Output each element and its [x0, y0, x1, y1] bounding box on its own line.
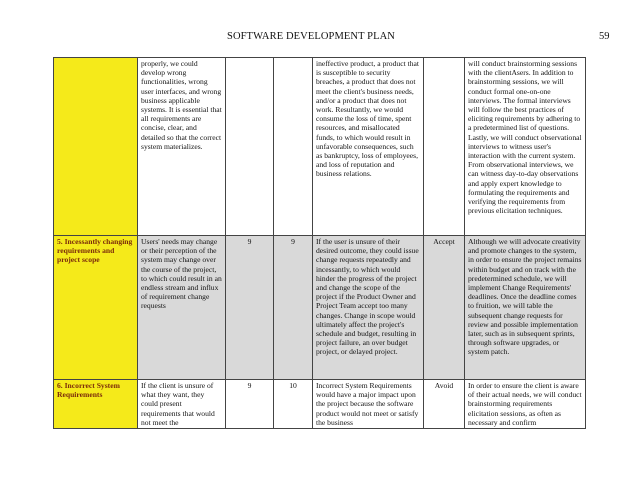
document-title: SOFTWARE DEVELOPMENT PLAN — [227, 31, 395, 42]
mitigation-cell: will conduct brainstorming sessions with the clientAsers. In addition to brainstorming sessions, we will conduct formal one-on-one interviews. The formal interviews will follow the best practices of eliciting requirements by adhering to a predetermined list of questions. Lastly, we will conduct observational interviews to witness user's interaction with the current system. From observational interviews, we can witness day-to-day observations and apply expert knowledge to formulating the requirements and verifying the requirements from previous elicitation techniques. — [465, 58, 586, 236]
impact-cell — [274, 58, 313, 236]
probability-cell: 9 — [226, 380, 274, 429]
risk-id-label: 6. Incorrect System Requirements — [57, 381, 120, 400]
consequence-cell: ineffective product, a product that is susceptible to security breaches, a product that does not meet the client's business needs, and/or a product that does not work. Resultantly, we would consume the loss of time, spent resources, and misallocated funds, to which would result in unfavorable consequences, such as bankruptcy, loss of employees, and loss of reputation and business relations. — [313, 58, 424, 236]
table-row — [54, 236, 586, 380]
risk-table — [53, 57, 586, 429]
impact-cell: 9 — [274, 236, 313, 380]
consequence-cell: If the user is unsure of their desired outcome, they could issue change requests repeatedly and incessantly, to which would hinder the progress of the project and change the scope of the project if the Product Owner and Project Team accept too many changes. Change in scope would ultimately affect the project's schedule and budget, resulting in project failure, an over budget project, or delayed project. — [313, 236, 424, 380]
page-number: 59 — [599, 31, 610, 42]
consequence-cell: Incorrect System Requirements would have a major impact upon the project because the software product would not meet or satisfy the business — [313, 380, 424, 429]
mitigation-cell: In order to ensure the client is aware of their actual needs, we will conduct brainstorming requirements elicitation sessions, as often as necessary and confirm — [465, 380, 586, 429]
risk-id-cell — [54, 58, 138, 236]
probability-cell — [226, 58, 274, 236]
page-header — [0, 0, 638, 60]
mitigation-cell: Although we will advocate creativity and promote changes to the system, in order to ensure the project remains within budget and on track with the predetermined schedule, we will implement Change Requirements' deadlines. Once the deadline comes to fruition, we will table the subsequent change requests for review and possible implementation later, such as in subsequent sprints, through software upgrades, or system patch. — [465, 236, 586, 380]
risk-description-cell: If the client is unsure of what they want, they could present requirements that would not meet the — [138, 380, 226, 429]
response-cell: Accept — [424, 236, 465, 380]
table-row — [54, 380, 586, 429]
risk-description-cell: Users' needs may change or their perception of the system may change over the course of the project, to which could result in an endless stream and influx of requirement change requests — [138, 236, 226, 380]
response-cell — [424, 58, 465, 236]
probability-cell: 9 — [226, 236, 274, 380]
risk-id-cell — [54, 236, 138, 380]
impact-cell: 10 — [274, 380, 313, 429]
risk-id-cell — [54, 380, 138, 429]
risk-id-label: 5. Incessantly changing requirements and project scope — [57, 237, 133, 265]
table-row — [54, 58, 586, 236]
risk-description-cell: properly, we could develop wrong functionalities, wrong user interfaces, and wrong business applicable systems. It is essential that all requirements are concise, clear, and detailed so that the correct system materializes. — [138, 58, 226, 236]
response-cell: Avoid — [424, 380, 465, 429]
